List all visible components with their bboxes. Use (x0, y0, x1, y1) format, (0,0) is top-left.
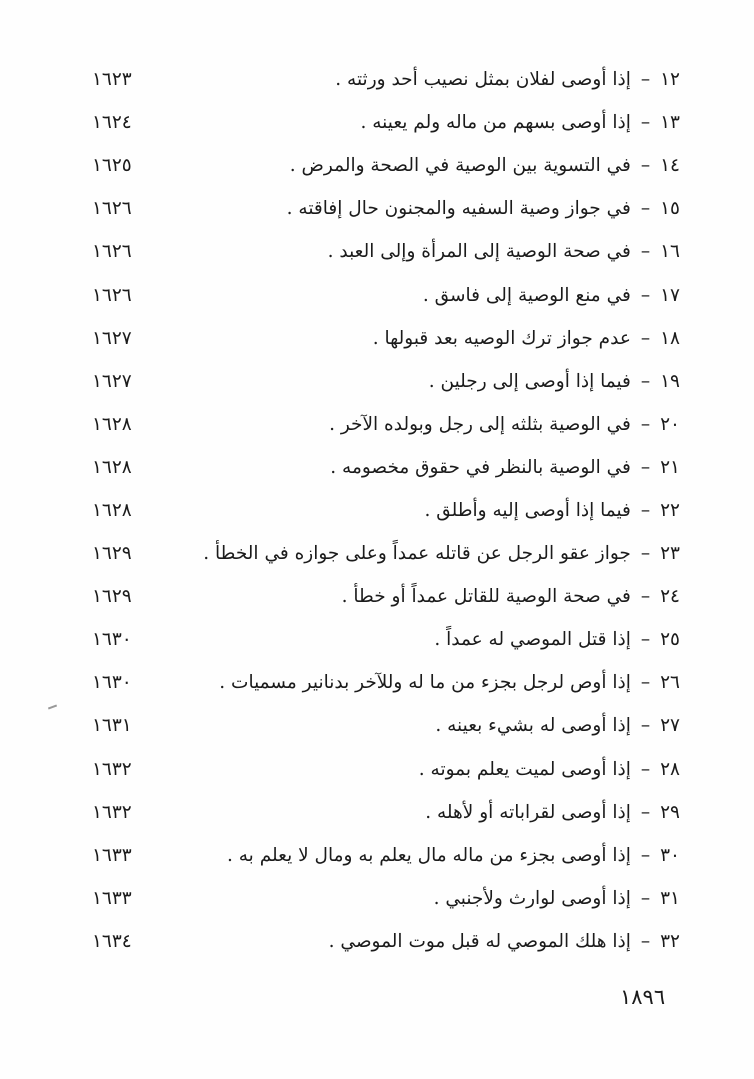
toc-entry (80, 360, 680, 403)
entry-page-number: ١٦٢٦ (92, 198, 132, 220)
entry-dash: – (640, 499, 651, 521)
toc-entry (80, 489, 680, 532)
entry-dash: – (640, 284, 651, 306)
entry-number: ٣٠ (660, 844, 680, 866)
entry-number: ١٢ (660, 69, 680, 91)
entry-page-number: ١٦٣٣ (92, 887, 132, 909)
entry-title: فيما إذا أوصى إليه وأطلق . (424, 499, 631, 521)
entry-number: ٢٩ (660, 801, 680, 823)
entry-number: ٢٢ (660, 499, 680, 521)
scan-speck (48, 705, 57, 710)
entry-dash: – (640, 413, 651, 435)
toc-entry (80, 661, 680, 704)
entry-dash: – (640, 543, 651, 565)
entry-dash: – (640, 586, 651, 608)
entry-number: ٢٨ (660, 758, 680, 780)
entry-page-number: ١٦٢٧ (92, 370, 132, 392)
entry-page-number: ١٦٣٢ (92, 801, 132, 823)
entry-dash: – (640, 715, 651, 737)
entry-number: ٢٠ (660, 413, 680, 435)
entry-number: ٢٣ (660, 543, 680, 565)
toc-entry (80, 748, 680, 791)
entry-title: في صحة الوصية للقاتل عمداً أو خطأ . (341, 586, 631, 608)
entry-dash: – (640, 629, 651, 651)
entry-page-number: ١٦٢٩ (92, 586, 132, 608)
toc-entry (80, 704, 680, 747)
entry-number: ٣٢ (660, 930, 680, 952)
entry-page-number: ١٦٢٨ (92, 499, 132, 521)
entry-dash: – (640, 887, 651, 909)
entry-page-number: ١٦٣١ (92, 715, 132, 737)
entry-title: إذا أوصى لفلان بمثل نصيب أحد ورثته . (335, 69, 631, 91)
toc-entry (80, 58, 680, 101)
entry-page-number: ١٦٣٠ (92, 629, 132, 651)
entry-number: ١٣ (660, 112, 680, 134)
entry-dash: – (640, 758, 651, 780)
entry-dash: – (640, 112, 651, 134)
entry-number: ٢٧ (660, 715, 680, 737)
entry-number: ١٥ (660, 198, 680, 220)
entry-number: ١٩ (660, 370, 680, 392)
toc-entry (80, 834, 680, 877)
entry-title: في الوصية بالنظر في حقوق مخصومه . (330, 456, 631, 478)
entry-title: جواز عقو الرجل عن قاتله عمداً وعلى جوازه في الخطأ . (203, 543, 631, 565)
toc-entry (80, 317, 680, 360)
entry-number: ١٦ (660, 241, 680, 263)
entry-title: إذا أوصى بجزء من ماله مال يعلم به ومال لا يعلم به . (227, 844, 631, 866)
entry-number: ٣١ (660, 887, 680, 909)
toc-entry (80, 791, 680, 834)
entry-dash: – (640, 672, 651, 694)
entry-title: في التسوية بين الوصية في الصحة والمرض . (289, 155, 631, 177)
entry-title: إذا أوص لرجل بجزء من ما له وللآخر بدنانير مسميات . (219, 672, 631, 694)
entry-number: ٢٤ (660, 586, 680, 608)
toc-entry (80, 144, 680, 187)
entry-dash: – (640, 930, 651, 952)
entry-title: إذا أوصى لميت يعلم بموته . (418, 758, 631, 780)
toc-entry (80, 446, 680, 489)
entry-dash: – (640, 844, 651, 866)
toc-entry (80, 101, 680, 144)
entry-page-number: ١٦٢٩ (92, 543, 132, 565)
entry-page-number: ١٦٣٢ (92, 758, 132, 780)
entry-dash: – (640, 241, 651, 263)
toc-entry (80, 618, 680, 661)
toc-entry (80, 920, 680, 963)
entry-title: إذا أوصى بسهم من ماله ولم يعينه . (360, 112, 631, 134)
entry-dash: – (640, 456, 651, 478)
toc-entry (80, 187, 680, 230)
entry-page-number: ١٦٢٧ (92, 327, 132, 349)
entry-number: ١٧ (660, 284, 680, 306)
entry-title: في صحة الوصية إلى المرأة وإلى العبد . (327, 241, 631, 263)
entry-title: إذا أوصى له بشيء بعينه . (435, 715, 631, 737)
table-of-contents (80, 58, 680, 963)
entry-dash: – (640, 198, 651, 220)
entry-dash: – (640, 801, 651, 823)
entry-title: إذا قتل الموصي له عمداً . (434, 629, 631, 651)
entry-page-number: ١٦٢٨ (92, 413, 132, 435)
entry-dash: – (640, 327, 651, 349)
toc-entry (80, 877, 680, 920)
entry-page-number: ١٦٢٦ (92, 241, 132, 263)
entry-page-number: ١٦٢٤ (92, 112, 132, 134)
entry-number: ١٤ (660, 155, 680, 177)
entry-number: ٢١ (660, 456, 680, 478)
entry-number: ٢٦ (660, 672, 680, 694)
footer-page-number: ١٨٩٦ (620, 985, 666, 1009)
entry-title: عدم جواز ترك الوصيه بعد قبولها . (372, 327, 631, 349)
entry-page-number: ١٦٢٣ (92, 69, 132, 91)
entry-page-number: ١٦٢٨ (92, 456, 132, 478)
entry-page-number: ١٦٣٤ (92, 930, 132, 952)
entry-title: في الوصية بثلثه إلى رجل وبولده الآخر . (329, 413, 631, 435)
entry-number: ٢٥ (660, 629, 680, 651)
toc-entry (80, 532, 680, 575)
entry-title: إذا هلك الموصي له قبل موت الموصي . (328, 930, 631, 952)
entry-page-number: ١٦٣٠ (92, 672, 132, 694)
entry-number: ١٨ (660, 327, 680, 349)
entry-title: فيما إذا أوصى إلى رجلين . (428, 370, 631, 392)
entry-page-number: ١٦٢٦ (92, 284, 132, 306)
entry-dash: – (640, 155, 651, 177)
entry-title: إذا أوصى لوارث ولأجنبي . (433, 887, 631, 909)
entry-dash: – (640, 69, 651, 91)
toc-entry (80, 230, 680, 273)
entry-title: إذا أوصى لقراباته أو لأهله . (425, 801, 631, 823)
toc-entry (80, 575, 680, 618)
toc-entry (80, 403, 680, 446)
entry-page-number: ١٦٢٥ (92, 155, 132, 177)
toc-entry (80, 273, 680, 316)
entry-title: في منع الوصية إلى فاسق . (422, 284, 631, 306)
entry-page-number: ١٦٣٣ (92, 844, 132, 866)
entry-title: في جواز وصية السفيه والمجنون حال إفاقته . (286, 198, 631, 220)
entry-dash: – (640, 370, 651, 392)
